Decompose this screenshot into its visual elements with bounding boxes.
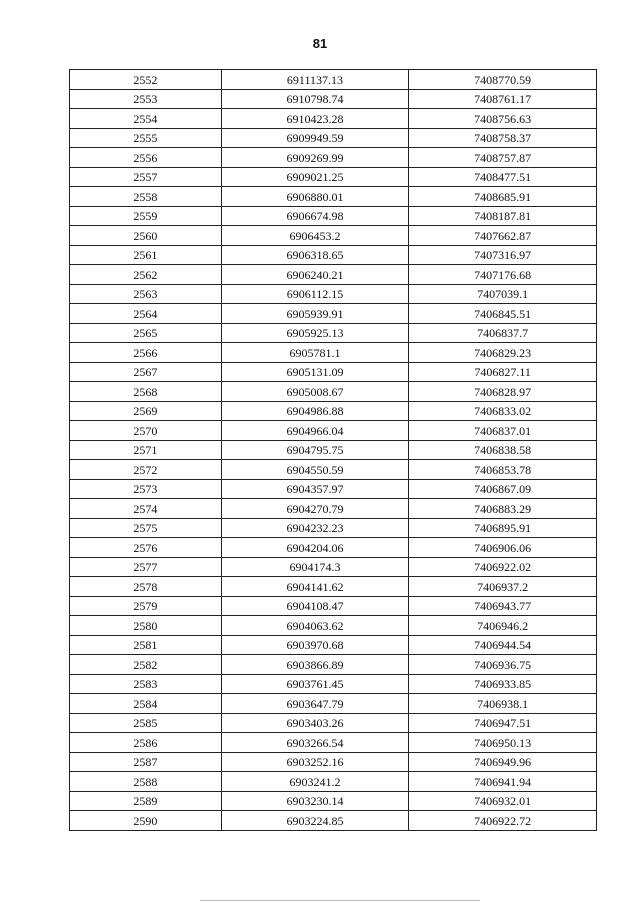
point-number-cell: 2561 xyxy=(70,245,222,265)
y-coordinate-cell: 7406932.01 xyxy=(409,791,597,811)
table-row xyxy=(70,128,597,148)
point-number-cell: 2553 xyxy=(70,89,222,109)
x-coordinate-cell: 6905925.13 xyxy=(221,323,409,343)
table-row xyxy=(70,440,597,460)
y-coordinate-cell: 7406837.01 xyxy=(409,421,597,441)
table-row xyxy=(70,323,597,343)
point-number-cell: 2587 xyxy=(70,752,222,772)
y-coordinate-cell: 7406933.85 xyxy=(409,674,597,694)
x-coordinate-cell: 6904357.97 xyxy=(221,479,409,499)
point-number-cell: 2583 xyxy=(70,674,222,694)
x-coordinate-cell: 6903230.14 xyxy=(221,791,409,811)
x-coordinate-cell: 6909949.59 xyxy=(221,128,409,148)
y-coordinate-cell: 7406853.78 xyxy=(409,460,597,480)
y-coordinate-cell: 7406845.51 xyxy=(409,304,597,324)
y-coordinate-cell: 7406922.02 xyxy=(409,557,597,577)
y-coordinate-cell: 7406867.09 xyxy=(409,479,597,499)
table-row xyxy=(70,635,597,655)
point-number-cell: 2556 xyxy=(70,148,222,168)
coordinates-table xyxy=(69,69,597,831)
x-coordinate-cell: 6903761.45 xyxy=(221,674,409,694)
table-row xyxy=(70,187,597,207)
x-coordinate-cell: 6910798.74 xyxy=(221,89,409,109)
point-number-cell: 2560 xyxy=(70,226,222,246)
table-row xyxy=(70,421,597,441)
y-coordinate-cell: 7406906.06 xyxy=(409,538,597,558)
x-coordinate-cell: 6906318.65 xyxy=(221,245,409,265)
table-row xyxy=(70,518,597,538)
table-row xyxy=(70,674,597,694)
table-row xyxy=(70,752,597,772)
point-number-cell: 2562 xyxy=(70,265,222,285)
y-coordinate-cell: 7406883.29 xyxy=(409,499,597,519)
y-coordinate-cell: 7406922.72 xyxy=(409,811,597,831)
point-number-cell: 2588 xyxy=(70,772,222,792)
point-number-cell: 2589 xyxy=(70,791,222,811)
table-row xyxy=(70,499,597,519)
y-coordinate-cell: 7406937.2 xyxy=(409,577,597,597)
y-coordinate-cell: 7407176.68 xyxy=(409,265,597,285)
table-row xyxy=(70,655,597,675)
point-number-cell: 2554 xyxy=(70,109,222,129)
point-number-cell: 2582 xyxy=(70,655,222,675)
table-row xyxy=(70,557,597,577)
point-number-cell: 2580 xyxy=(70,616,222,636)
table-row xyxy=(70,460,597,480)
x-coordinate-cell: 6906112.15 xyxy=(221,284,409,304)
point-number-cell: 2576 xyxy=(70,538,222,558)
point-number-cell: 2564 xyxy=(70,304,222,324)
y-coordinate-cell: 7406941.94 xyxy=(409,772,597,792)
y-coordinate-cell: 7406827.11 xyxy=(409,362,597,382)
point-number-cell: 2567 xyxy=(70,362,222,382)
point-number-cell: 2555 xyxy=(70,128,222,148)
x-coordinate-cell: 6903252.16 xyxy=(221,752,409,772)
point-number-cell: 2573 xyxy=(70,479,222,499)
point-number-cell: 2586 xyxy=(70,733,222,753)
point-number-cell: 2566 xyxy=(70,343,222,363)
table-row xyxy=(70,538,597,558)
y-coordinate-cell: 7408761.17 xyxy=(409,89,597,109)
y-coordinate-cell: 7408757.87 xyxy=(409,148,597,168)
table-row xyxy=(70,694,597,714)
table-row xyxy=(70,733,597,753)
table-row xyxy=(70,596,597,616)
page-number: 81 xyxy=(312,36,328,51)
y-coordinate-cell: 7408685.91 xyxy=(409,187,597,207)
point-number-cell: 2570 xyxy=(70,421,222,441)
y-coordinate-cell: 7406947.51 xyxy=(409,713,597,733)
y-coordinate-cell: 7406829.23 xyxy=(409,343,597,363)
y-coordinate-cell: 7408770.59 xyxy=(409,70,597,90)
point-number-cell: 2559 xyxy=(70,206,222,226)
y-coordinate-cell: 7406895.91 xyxy=(409,518,597,538)
x-coordinate-cell: 6905781.1 xyxy=(221,343,409,363)
point-number-cell: 2571 xyxy=(70,440,222,460)
y-coordinate-cell: 7408187.81 xyxy=(409,206,597,226)
x-coordinate-cell: 6910423.28 xyxy=(221,109,409,129)
table-row xyxy=(70,616,597,636)
point-number-cell: 2558 xyxy=(70,187,222,207)
coordinates-table-body xyxy=(70,70,597,831)
x-coordinate-cell: 6905939.91 xyxy=(221,304,409,324)
table-row xyxy=(70,89,597,109)
point-number-cell: 2557 xyxy=(70,167,222,187)
y-coordinate-cell: 7406946.2 xyxy=(409,616,597,636)
x-coordinate-cell: 6904986.88 xyxy=(221,401,409,421)
x-coordinate-cell: 6906453.2 xyxy=(221,226,409,246)
point-number-cell: 2568 xyxy=(70,382,222,402)
point-number-cell: 2572 xyxy=(70,460,222,480)
x-coordinate-cell: 6903970.68 xyxy=(221,635,409,655)
point-number-cell: 2563 xyxy=(70,284,222,304)
y-coordinate-cell: 7406943.77 xyxy=(409,596,597,616)
x-coordinate-cell: 6903241.2 xyxy=(221,772,409,792)
x-coordinate-cell: 6905131.09 xyxy=(221,362,409,382)
point-number-cell: 2574 xyxy=(70,499,222,519)
point-number-cell: 2578 xyxy=(70,577,222,597)
table-row xyxy=(70,226,597,246)
table-row xyxy=(70,772,597,792)
y-coordinate-cell: 7406938.1 xyxy=(409,694,597,714)
point-number-cell: 2575 xyxy=(70,518,222,538)
table-row xyxy=(70,479,597,499)
x-coordinate-cell: 6904232.23 xyxy=(221,518,409,538)
table-row xyxy=(70,362,597,382)
x-coordinate-cell: 6904966.04 xyxy=(221,421,409,441)
x-coordinate-cell: 6906880.01 xyxy=(221,187,409,207)
table-row xyxy=(70,401,597,421)
table-row xyxy=(70,304,597,324)
point-number-cell: 2585 xyxy=(70,713,222,733)
x-coordinate-cell: 6904174.3 xyxy=(221,557,409,577)
y-coordinate-cell: 7407316.97 xyxy=(409,245,597,265)
point-number-cell: 2581 xyxy=(70,635,222,655)
x-coordinate-cell: 6904795.75 xyxy=(221,440,409,460)
y-coordinate-cell: 7406828.97 xyxy=(409,382,597,402)
x-coordinate-cell: 6903266.54 xyxy=(221,733,409,753)
point-number-cell: 2577 xyxy=(70,557,222,577)
y-coordinate-cell: 7406833.02 xyxy=(409,401,597,421)
x-coordinate-cell: 6906240.21 xyxy=(221,265,409,285)
table-row xyxy=(70,148,597,168)
y-coordinate-cell: 7406837.7 xyxy=(409,323,597,343)
table-row xyxy=(70,811,597,831)
table-row xyxy=(70,713,597,733)
bottom-rule xyxy=(200,900,480,901)
x-coordinate-cell: 6903647.79 xyxy=(221,694,409,714)
y-coordinate-cell: 7406838.58 xyxy=(409,440,597,460)
table-row xyxy=(70,382,597,402)
x-coordinate-cell: 6904550.59 xyxy=(221,460,409,480)
table-row xyxy=(70,343,597,363)
table-row xyxy=(70,206,597,226)
table-row xyxy=(70,245,597,265)
x-coordinate-cell: 6904108.47 xyxy=(221,596,409,616)
y-coordinate-cell: 7406944.54 xyxy=(409,635,597,655)
x-coordinate-cell: 6903403.26 xyxy=(221,713,409,733)
point-number-cell: 2584 xyxy=(70,694,222,714)
point-number-cell: 2552 xyxy=(70,70,222,90)
y-coordinate-cell: 7406950.13 xyxy=(409,733,597,753)
y-coordinate-cell: 7408758.37 xyxy=(409,128,597,148)
y-coordinate-cell: 7408756.63 xyxy=(409,109,597,129)
table-row xyxy=(70,70,597,90)
x-coordinate-cell: 6909021.25 xyxy=(221,167,409,187)
y-coordinate-cell: 7408477.51 xyxy=(409,167,597,187)
point-number-cell: 2590 xyxy=(70,811,222,831)
x-coordinate-cell: 6904141.62 xyxy=(221,577,409,597)
x-coordinate-cell: 6904063.62 xyxy=(221,616,409,636)
point-number-cell: 2579 xyxy=(70,596,222,616)
x-coordinate-cell: 6905008.67 xyxy=(221,382,409,402)
table-row xyxy=(70,109,597,129)
table-row xyxy=(70,577,597,597)
point-number-cell: 2569 xyxy=(70,401,222,421)
x-coordinate-cell: 6906674.98 xyxy=(221,206,409,226)
table-row xyxy=(70,167,597,187)
x-coordinate-cell: 6909269.99 xyxy=(221,148,409,168)
y-coordinate-cell: 7407662.87 xyxy=(409,226,597,246)
table-row xyxy=(70,791,597,811)
y-coordinate-cell: 7406936.75 xyxy=(409,655,597,675)
x-coordinate-cell: 6903866.89 xyxy=(221,655,409,675)
x-coordinate-cell: 6903224.85 xyxy=(221,811,409,831)
table-row xyxy=(70,265,597,285)
table-row xyxy=(70,284,597,304)
point-number-cell: 2565 xyxy=(70,323,222,343)
x-coordinate-cell: 6911137.13 xyxy=(221,70,409,90)
y-coordinate-cell: 7406949.96 xyxy=(409,752,597,772)
x-coordinate-cell: 6904204.06 xyxy=(221,538,409,558)
y-coordinate-cell: 7407039.1 xyxy=(409,284,597,304)
x-coordinate-cell: 6904270.79 xyxy=(221,499,409,519)
